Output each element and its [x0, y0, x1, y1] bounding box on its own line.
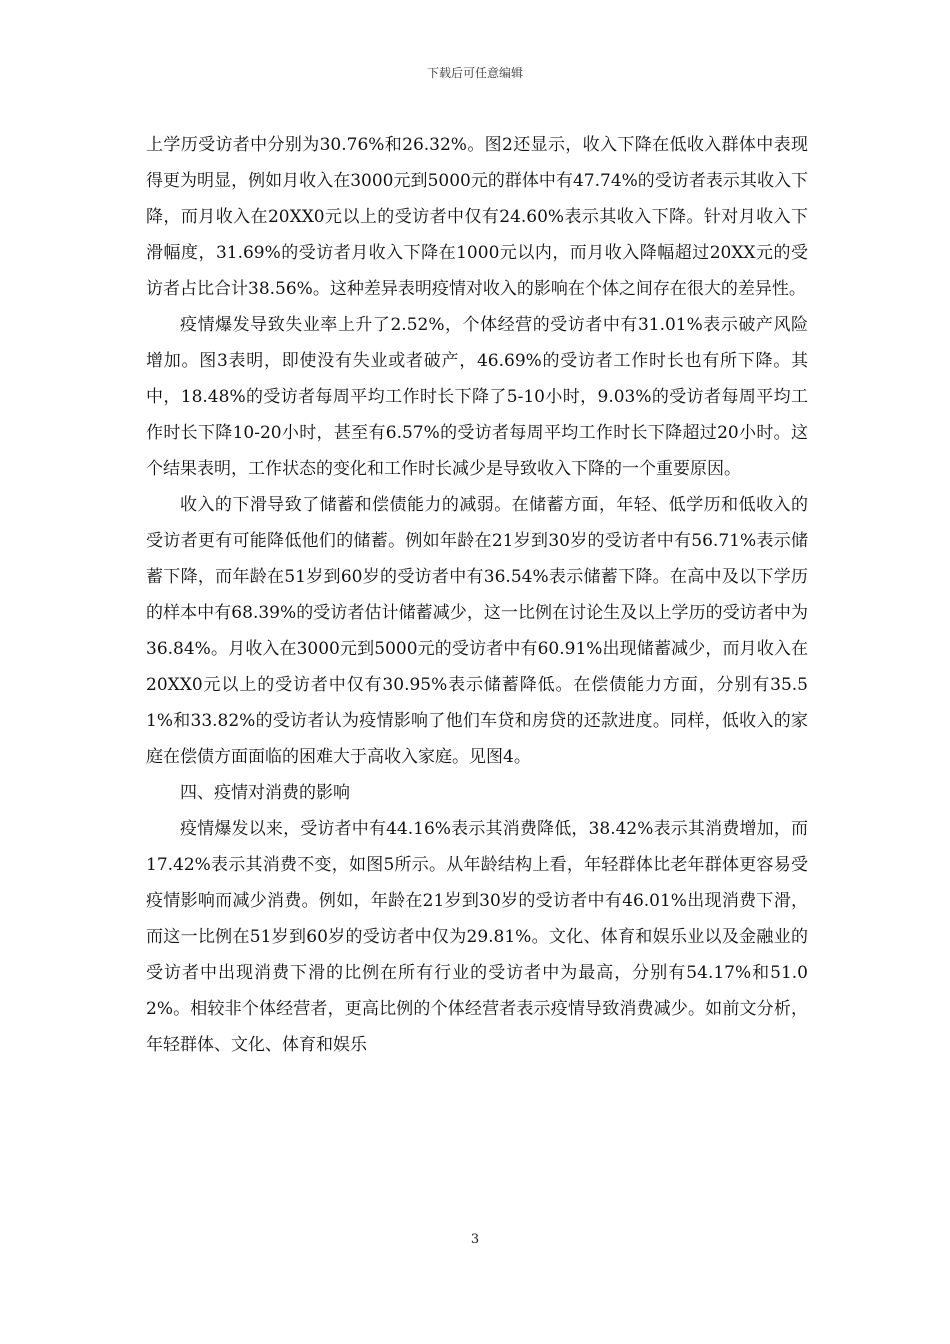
paragraph-3: 收入的下滑导致了储蓄和偿债能力的减弱。在储蓄方面，年轻、低学历和低收入的受访者更有可能降低他们的储蓄。例如年龄在21岁到30岁的受访者中有56.71%表示储蓄下降，而年龄在51岁到60岁的受访者中有36.54%表示储蓄下降。在高中及以下学历的样本中有68.39%的受访者估计储蓄减少，这一比例在讨论生及以上学历的受访者中为36.84%。月收入在3000元到5000元的受访者中有60.91%出现储蓄减少，而月收入在20XX0元以上的受访者中仅有30.95%表示储蓄降低。在偿债能力方面，分别有35.51%和33.82%的受访者认为疫情影响了他们车贷和房贷的还款进度。同样，低收入的家庭在偿债方面面临的困难大于高收入家庭。见图4。	[146, 495, 808, 767]
section-heading: 四、疫情对消费的影响	[180, 783, 350, 803]
paragraph-4: 疫情爆发以来，受访者中有44.16%表示其消费降低，38.42%表示其消费增加，而17.42%表示其消费不变，如图5所示。从年龄结构上看，年轻群体比老年群体更容易受疫情影响而减少消费。例如，年龄在21岁到30岁的受访者中有46.01%出现消费下滑，而这一比例在51岁到60岁的受访者中仅为29.81%。文化、体育和娱乐业以及金融业的受访者中出现消费下滑的比例在所有行业的受访者中为最高，分别有54.17%和51.02%。相较非个体经营者，更高比例的个体经营者表示疫情导致消费减少。如前文分析，年轻群体、文化、体育和娱乐	[146, 819, 808, 1055]
page-header: 下载后可任意编辑	[426, 66, 523, 80]
paragraph-2: 疫情爆发导致失业率上升了2.52%，个体经营的受访者中有31.01%表示破产风险增加。图3表明，即使没有失业或者破产，46.69%的受访者工作时长也有所下降。其中，18.48%的受访者每周平均工作时长下降了5-10小时，9.03%的受访者每周平均工作时长下降10-20小时，甚至有6.57%的受访者每周平均工作时长下降超过20小时。这个结果表明，工作状态的变化和工作时长减少是导致收入下降的一个重要原因。	[146, 315, 808, 479]
paragraph-1: 上学历受访者中分别为30.76%和26.32%。图2还显示，收入下降在低收入群体中表现得更为明显，例如月收入在3000元到5000元的群体中有47.74%的受访者表示其收入下降，而月收入在20XX0元以上的受访者中仅有24.60%表示其收入下降。针对月收入下滑幅度，31.69%的受访者月收入下降在1000元以内，而月收入降幅超过20XX元的受访者占比合计38.56%。这种差异表明疫情对收入的影响在个体之间存在很大的差异性。	[146, 135, 808, 299]
page-number: 3	[470, 1232, 480, 1247]
document-body	[146, 127, 808, 1063]
